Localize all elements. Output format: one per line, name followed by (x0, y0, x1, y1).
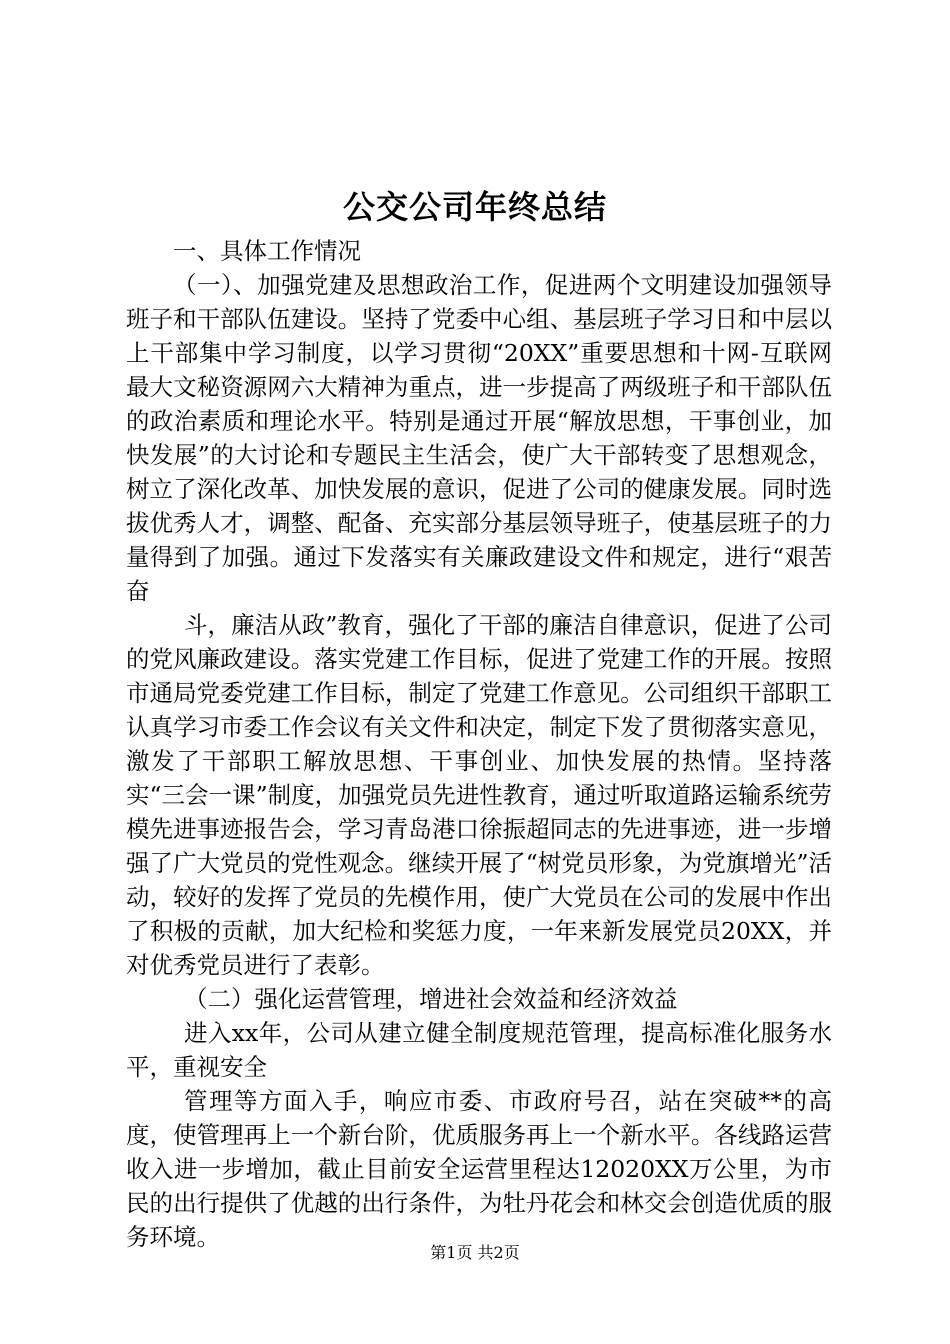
document-title: 公交公司年终总结 (342, 188, 607, 226)
subsection-heading-2: （二）强化运营管理，增进社会效益和经济效益 (184, 985, 678, 1013)
page-number: 第1页 共2页 (430, 1243, 520, 1262)
paragraph-party-building-continued: 斗，廉洁从政”教育，强化了干部的廉洁自律意识，促进了公司的党风廉政建设。落实党建工作目标，促进了党建工作的开展。按照市通局党委党建工作目标，制定了党建工作意见。公司组织干部职工认真学习市委工作会议有关文件和决定，制定下发了贯彻落实意见，激发了干部职工解放思想、干事创业、加快发展的热情。坚持落实“三会一课”制度，加强党员先进性教育，通过听取道路运输系统劳模先进事迹报告会，学习青岛港口徐振超同志的先进事迹，进一步增强了广大党员的党性观念。继续开展了“树党员形象，为党旗增光”活动，较好的发挥了党员的先模作用，使广大党员在公司的发展中作出了积极的贡献，加大纪检和奖惩力度，一年来新发展党员20XX，并对优秀党员进行了表彰。 (126, 611, 832, 979)
paragraph-operations-intro: 进入xx年，公司从建立健全制度规范管理，提高标准化服务水平，重视安全 (126, 1019, 832, 1081)
section-heading-1: 一、具体工作情况 (173, 237, 361, 265)
document-body (126, 234, 832, 1254)
paragraph-operations-detail: 管理等方面入手，响应市委、市政府号召，站在突破**的高度，使管理再上一个新台阶，优质服务再上一个新水平。各线路运营收入进一步增加，截止目前安全运营里程达12020XX万公里，为市民的出行提供了优越的出行条件，为牡丹花会和林交会创造优质的服务环境。 (126, 1087, 832, 1251)
paragraph-party-building: （一）、加强党建及思想政治工作，促进两个文明建设加强领导班子和干部队伍建设。坚持了党委中心组、基层班子学习日和中层以上干部集中学习制度，以学习贯彻“20XX”重要思想和十网-互联网最大文秘资源网六大精神为重点，进一步提高了两级班子和干部队伍的政治素质和理论水平。特别是通过开展“解放思想，干事创业，加快发展”的大讨论和专题民主生活会，使广大干部转变了思想观念，树立了深化改革、加快发展的意识，促进了公司的健康发展。同时选拔优秀人才，调整、配备、充实部分基层领导班子，使基层班子的力量得到了加强。通过下发落实有关廉政建设文件和规定，进行“艰苦奋 (126, 271, 832, 605)
